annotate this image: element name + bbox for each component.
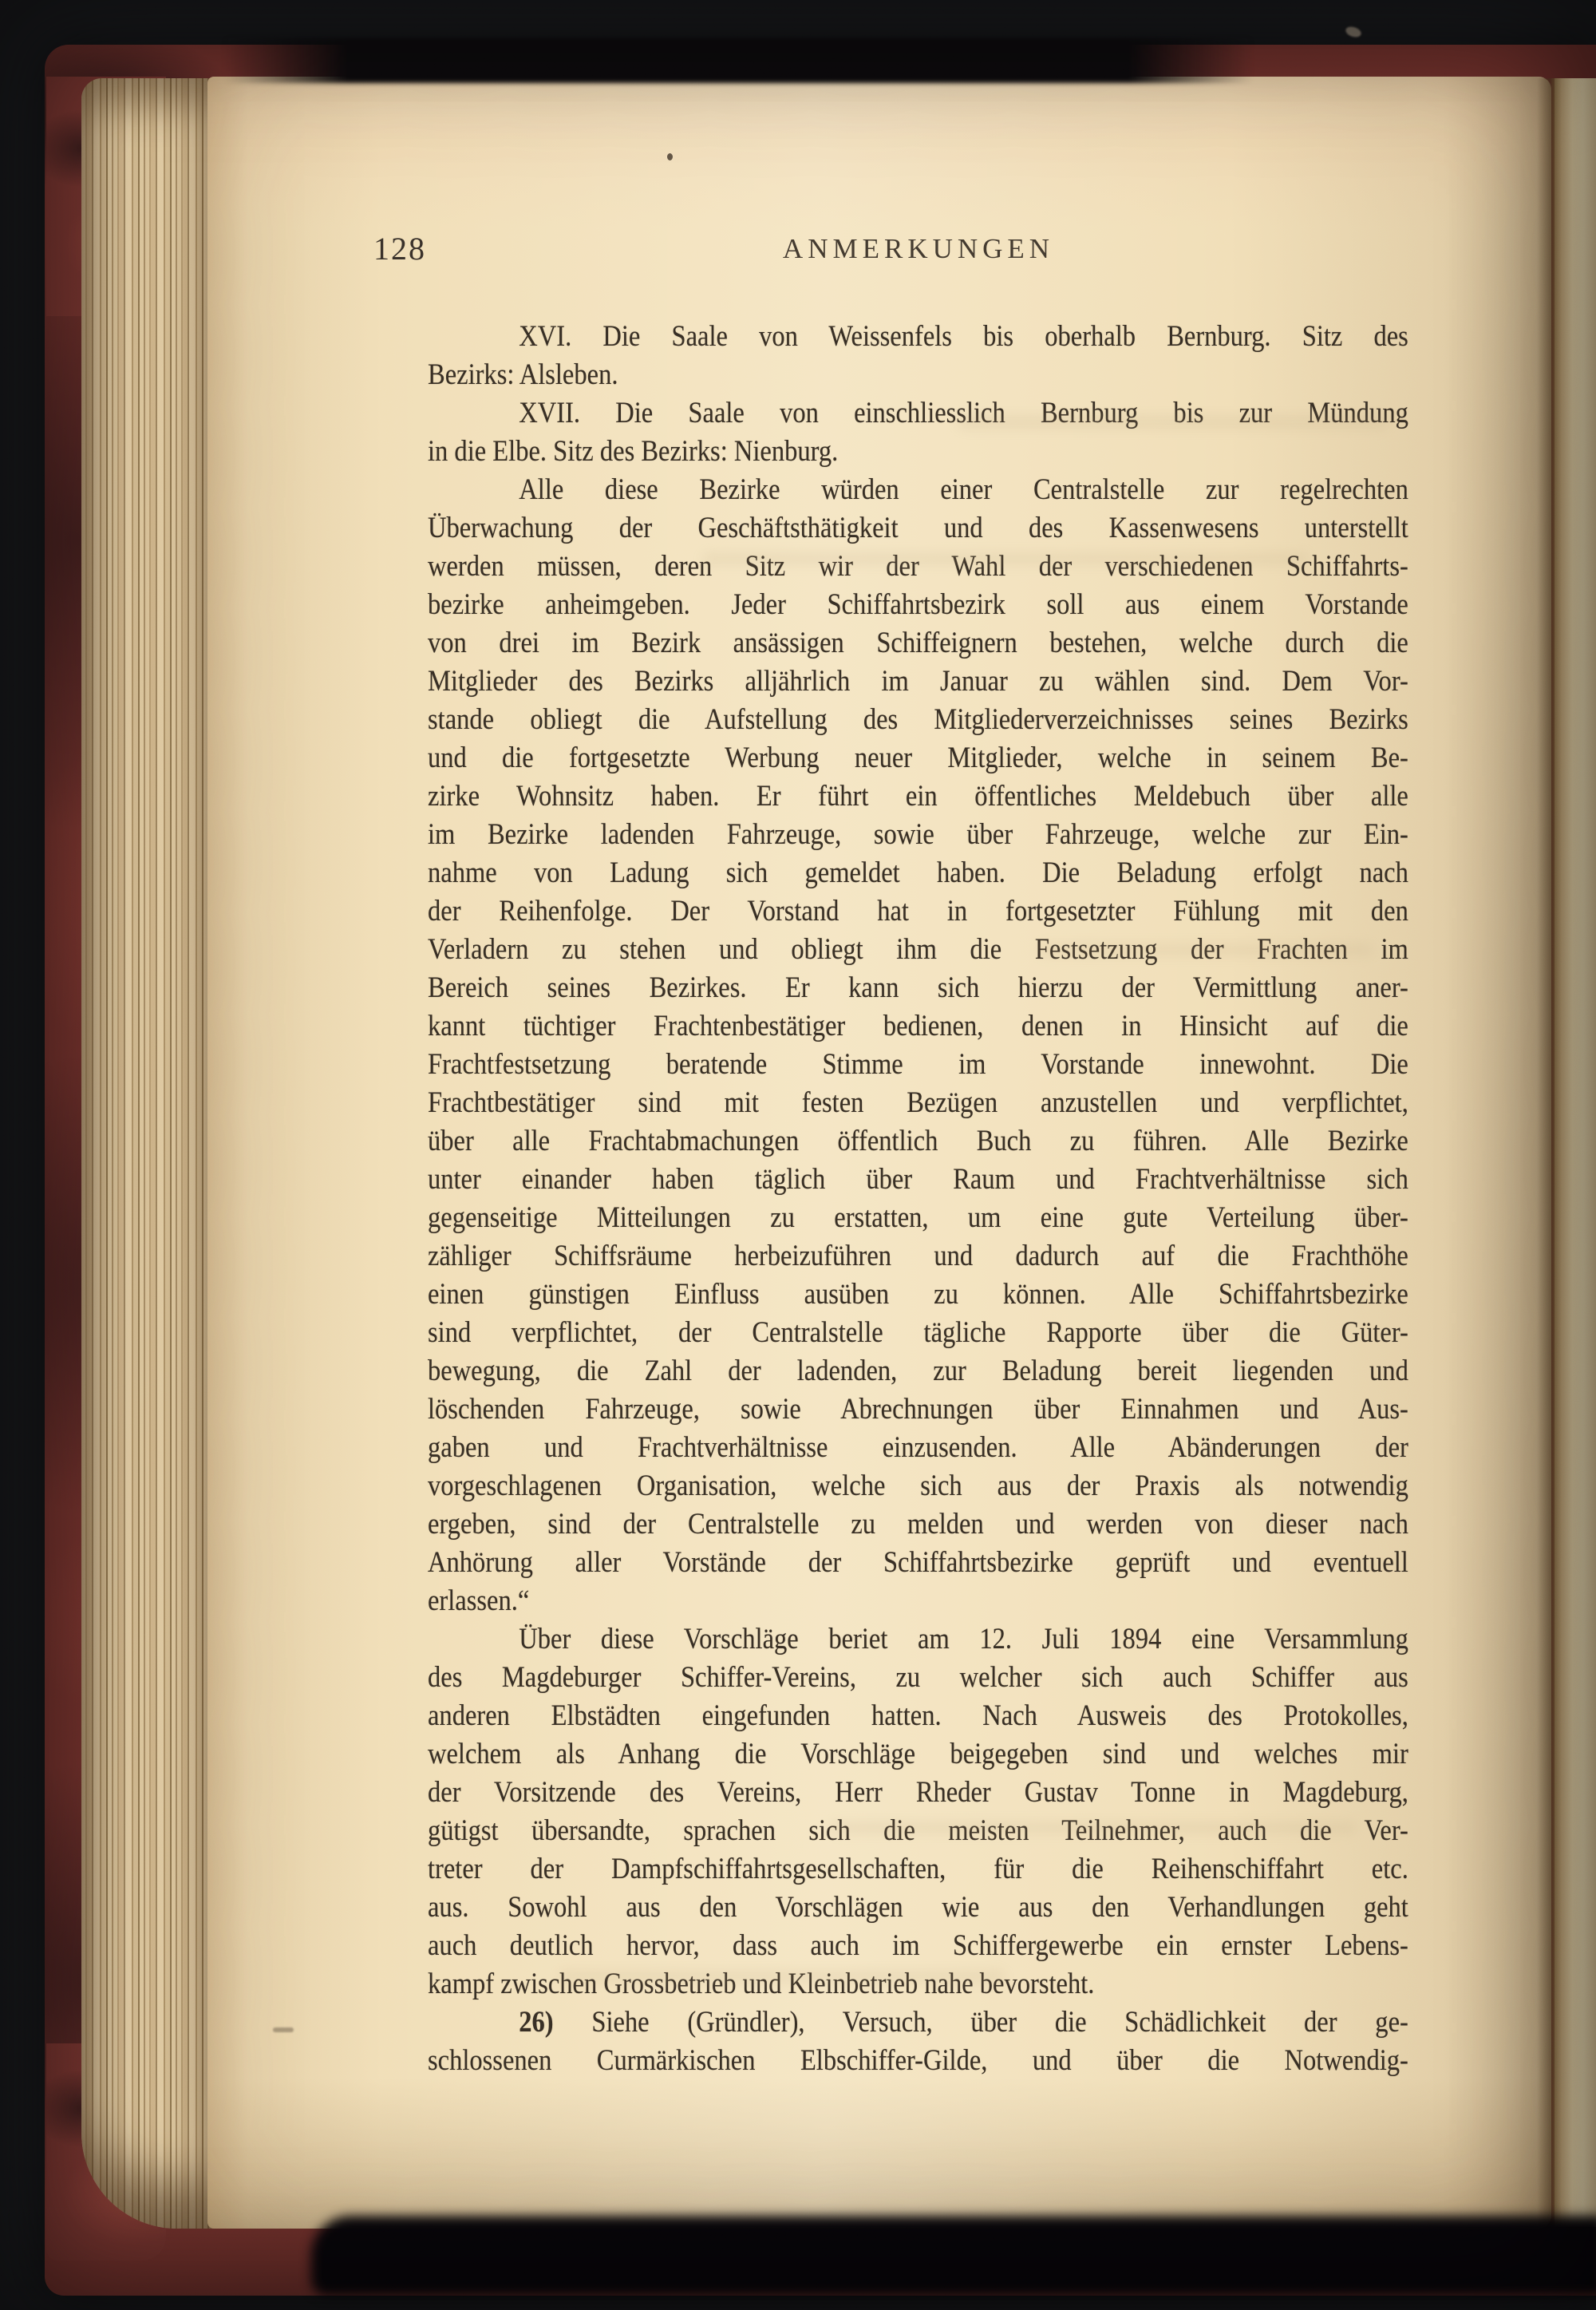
text-line: Frachtbestätiger sind mit festen Bezügen anzustellen und verpflichtet, bbox=[428, 1086, 1408, 1119]
text-line: einen günstigen Einfluss ausüben zu können. Alle Schiffahrtsbezirke bbox=[428, 1278, 1408, 1311]
text-line: welchem als Anhang die Vorschläge beigegeben sind und welches mir bbox=[428, 1738, 1408, 1770]
text-line: treter der Dampfschiffahrtsgesellschaften, für die Reihenschiffahrt etc. bbox=[428, 1853, 1408, 1885]
text-line: gütigst übersandte, sprachen sich die meisten Teilnehmer, auch die Ver- bbox=[428, 1814, 1408, 1847]
text-line: Über diese Vorschläge beriet am 12. Juli 1894 eine Versammlung bbox=[519, 1623, 1408, 1655]
text-line: vorgeschlagenen Organisation, welche sich aus der Praxis als notwendig bbox=[428, 1469, 1408, 1502]
text-line: kampf zwischen Grossbetrieb und Kleinbetrieb nahe bevorsteht. bbox=[428, 1968, 1095, 2000]
text-line: der Reihenfolge. Der Vorstand hat in fortgesetzter Fühlung mit den bbox=[428, 895, 1408, 928]
text-line: ergeben, sind der Centralstelle zu melden und werden von dieser nach bbox=[428, 1508, 1408, 1541]
text-line: 26) Siehe (Gründler), Versuch, über die Schädlichkeit der ge- bbox=[519, 2006, 1408, 2039]
running-header: ANMERKUNGEN bbox=[782, 233, 1055, 264]
text-block bbox=[428, 318, 1408, 2080]
gutter-crease bbox=[1537, 78, 1556, 2227]
text-line: über alle Frachtabmachungen öffentlich Buch zu führen. Alle Bezirke bbox=[428, 1125, 1408, 1157]
showthrough-streak bbox=[702, 552, 1309, 565]
text-line: zirke Wohnsitz haben. Er führt ein öffentliches Meldebuch über alle bbox=[428, 780, 1408, 813]
text-line: zähliger Schiffsräume herbeizuführen und dadurch auf die Frachthöhe bbox=[428, 1240, 1408, 1272]
facing-page-edge bbox=[1555, 78, 1596, 2227]
text-line: werden müssen, deren Sitz wir der Wahl der verschiedenen Schiffahrts- bbox=[428, 550, 1408, 583]
bottom-shadow bbox=[311, 2216, 1596, 2296]
cover-speck bbox=[1345, 25, 1363, 39]
text-line: aus. Sowohl aus den Vorschlägen wie aus den Verhandlungen geht bbox=[428, 1891, 1408, 1924]
text-line: sind verpflichtet, der Centralstelle tägliche Rapporte über die Güter- bbox=[428, 1316, 1408, 1349]
text-line: Bereich seines Bezirkes. Er kann sich hierzu der Vermittlung aner- bbox=[428, 971, 1408, 1004]
showthrough-streak bbox=[958, 415, 1389, 429]
showthrough-streak bbox=[830, 1821, 1357, 1834]
text-line: erlassen.“ bbox=[428, 1584, 530, 1617]
page-speck bbox=[667, 153, 673, 160]
text-line: auch deutlich hervor, dass auch im Schiffergewerbe ein ernster Lebens- bbox=[428, 1929, 1408, 1962]
showthrough-streak bbox=[1037, 943, 1373, 956]
text-line: der Vorsitzende des Vereins, Herr Rheder Gustav Tonne in Magdeburg, bbox=[428, 1776, 1408, 1809]
top-shadow bbox=[223, 38, 1253, 83]
page-number: 128 bbox=[373, 231, 426, 267]
text-line: anderen Elbstädten eingefunden hatten. Nach Ausweis des Protokolles, bbox=[428, 1699, 1408, 1732]
page-speck bbox=[273, 2027, 294, 2032]
text-line: löschenden Fahrzeuge, sowie Abrechnungen über Einnahmen und Aus- bbox=[428, 1393, 1408, 1426]
text-line: schlossenen Curmärkischen Elbschiffer-Gilde, und über die Notwendig- bbox=[428, 2044, 1408, 2077]
text-line: im Bezirke ladenden Fahrzeuge, sowie über Fahrzeuge, welche zur Ein- bbox=[428, 818, 1408, 851]
text-line: stande obliegt die Aufstellung des Mitgliederverzeichnisses seines Bezirks bbox=[428, 703, 1408, 736]
text-line: Bezirks: Alsleben. bbox=[428, 358, 618, 391]
text-line: Überwachung der Geschäftsthätigkeit und des Kassenwesens unterstellt bbox=[428, 512, 1408, 544]
text-line: Frachtfestsetzung beratende Stimme im Vorstande innewohnt. Die bbox=[428, 1048, 1408, 1081]
text-line: Mitglieder des Bezirks alljährlich im Januar zu wählen sind. Dem Vor- bbox=[428, 665, 1408, 698]
text-line: und die fortgesetzte Werbung neuer Mitglieder, welche in seinem Be- bbox=[428, 742, 1408, 774]
text-line: XVI. Die Saale von Weissenfels bis oberhalb Bernburg. Sitz des bbox=[519, 320, 1408, 353]
text-line: in die Elbe. Sitz des Bezirks: Nienburg. bbox=[428, 435, 839, 468]
text-line: Anhörung aller Vorstände der Schiffahrtsbezirke geprüft und eventuell bbox=[428, 1546, 1408, 1579]
text-line: Alle diese Bezirke würden einer Centralstelle zur regelrechten bbox=[519, 473, 1408, 506]
text-line: XVII. Die Saale von einschliesslich Bernburg bis zur Mündung bbox=[519, 397, 1408, 429]
text-line: bewegung, die Zahl der ladenden, zur Beladung bereit liegenden und bbox=[428, 1355, 1408, 1387]
text-line: gegenseitige Mitteilungen zu erstatten, um eine gute Verteilung über- bbox=[428, 1201, 1408, 1234]
text-line: des Magdeburger Schiffer-Vereins, zu welcher sich auch Schiffer aus bbox=[428, 1661, 1408, 1694]
text-line: gaben und Frachtverhältnisse einzusenden. Alle Abänderungen der bbox=[428, 1431, 1408, 1464]
showthrough-streak bbox=[559, 1970, 1005, 1983]
book-page bbox=[207, 77, 1551, 2229]
text-line: von drei im Bezirk ansässigen Schiffeignern bestehen, welche durch die bbox=[428, 627, 1408, 659]
text-line: nahme von Ladung sich gemeldet haben. Die Beladung erfolgt nach bbox=[428, 856, 1408, 889]
page-edge-stack bbox=[81, 78, 214, 2229]
text-line: unter einander haben täglich über Raum und Frachtverhältnisse sich bbox=[428, 1163, 1408, 1196]
text-line: bezirke anheimgeben. Jeder Schiffahrtsbezirk soll aus einem Vorstande bbox=[428, 588, 1408, 621]
text-line: Verladern zu stehen und obliegt ihm die Festsetzung der Frachten im bbox=[428, 933, 1408, 966]
text-line: kannt tüchtiger Frachtenbestätiger bedienen, denen in Hinsicht auf die bbox=[428, 1010, 1408, 1042]
